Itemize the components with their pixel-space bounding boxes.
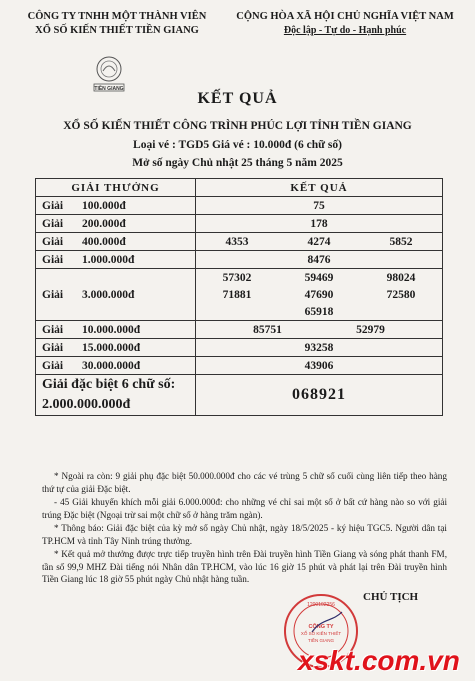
winning-number: 57302 (222, 271, 252, 284)
prize-amount: 400.000đ (82, 235, 126, 248)
prize-amount: 15.000.000đ (82, 341, 141, 354)
note-consolation: * Ngoài ra còn: 9 giải phụ đặc biệt 50.000.000đ cho các vé trùng 5 chữ số cuối cùng liên tiếp theo hàng thứ tự của giải Đặc biệt. (42, 471, 447, 494)
prize-label: Giải (42, 235, 64, 248)
prize-row-3 (36, 321, 443, 339)
prize-amount: 200.000đ (82, 217, 126, 230)
svg-text:XỔ SỐ KIẾN THIẾT: XỔ SỐ KIẾN THIẾT (300, 631, 342, 636)
prize-amount: 100.000đ (82, 199, 126, 212)
notes-section (42, 470, 447, 587)
table-header-row (36, 179, 443, 197)
note-broadcast: * Kết quả mở thưởng được trực tiếp truyền hình trên Đài truyền hình Tiền Giang và sóng phát thanh FM, tần số 99,9 MHZ Đài tiếng nói Nhân dân TP.HCM, vào lúc 16 giờ 15 phút và phát lại trên Đài truyền hình Tiền Giang lúc 18 giờ 55 phút ngày Chủ nhật hàng tuần. (42, 549, 447, 584)
winning-number: 43906 (304, 359, 334, 372)
col-header-prize: GIẢI THƯỞNG (36, 179, 196, 197)
prize-row-2 (36, 339, 443, 357)
lottery-name: XỔ SỐ KIẾN THIẾT CÔNG TRÌNH PHÚC LỢI TỈNH TIỀN GIANG (63, 120, 412, 132)
col-header-result: KẾT QUẢ (196, 179, 443, 197)
winning-number: 4274 (307, 235, 331, 248)
note-encouragement: - 45 Giải khuyến khích mỗi giải 6.000.000đ: cho những vé chỉ sai một số ở bất cứ hàng nào so với giải trúng Đặc biệt (Ngoại trừ sai một chữ số ở hàng trăm ngàn). (42, 497, 447, 520)
special-prize-label: Giải đặc biệt 6 chữ số: (42, 377, 176, 392)
winning-number: 72580 (386, 288, 416, 301)
country-header (220, 10, 470, 38)
special-prize-row (36, 375, 443, 416)
prize-label: Giải (42, 359, 64, 372)
draw-date: Mở số ngày Chủ nhật 25 tháng 5 năm 2025 (132, 157, 343, 169)
prize-label: Giải (42, 341, 64, 354)
company-header (22, 10, 212, 38)
prize-row-7 (36, 215, 443, 233)
prize-row-6 (36, 233, 443, 251)
winning-number: 47690 (304, 288, 334, 301)
winning-number: 52979 (356, 323, 385, 336)
winning-number: 85751 (253, 323, 282, 336)
prize-label: Giải (42, 323, 64, 336)
prize-label: Giải (42, 199, 64, 212)
prize-label: Giải (42, 253, 64, 266)
note-announcement: * Thông báo: Giải đặc biệt của kỳ mở số ngày Chủ nhật, ngày 18/5/2025 - ký hiệu TGC5. Người dân tại TP.HCM và tỉnh Tây Ninh trúng thưởng. (42, 523, 447, 546)
prize-label: Giải (42, 217, 64, 230)
winning-number: 98024 (386, 271, 416, 284)
winning-number: 59469 (304, 271, 334, 284)
company-name-line1: CÔNG TY TNHH MỘT THÀNH VIÊN (27, 11, 207, 22)
prize-amount: 30.000.000đ (82, 359, 141, 372)
svg-text:1200102256: 1200102256 (307, 602, 335, 608)
prize-amount: 1.000.000đ (82, 253, 135, 266)
winning-number: 65918 (304, 305, 334, 318)
winning-number: 178 (310, 217, 328, 230)
winning-number: 8476 (307, 253, 331, 266)
prize-row-8 (36, 197, 443, 215)
winning-number: 4353 (225, 235, 249, 248)
prize-row-4 (36, 269, 443, 287)
prize-amount: 3.000.000đ (82, 288, 135, 301)
prize-row-1 (36, 357, 443, 375)
winning-number: 5852 (389, 235, 413, 248)
signature-title: CHỦ TỊCH (363, 591, 419, 603)
svg-text:TIỀN GIANG: TIỀN GIANG (307, 638, 335, 643)
results-table (35, 178, 443, 416)
watermark: xskt.com.vn (298, 645, 460, 676)
svg-text:TIỀN GIANG: TIỀN GIANG (94, 86, 124, 92)
prize-amount: 10.000.000đ (82, 323, 141, 336)
prize-row-5 (36, 251, 443, 269)
national-motto: Độc lập - Tự do - Hạnh phúc (283, 25, 407, 36)
ticket-info: Loại vé : TGD5 Giá vé : 10.000đ (6 chữ số) (133, 139, 342, 151)
page-title: KẾT QUẢ (197, 90, 278, 107)
company-logo-icon (92, 55, 126, 93)
special-winning-number: 068921 (292, 386, 346, 403)
prize-label: Giải (42, 288, 64, 301)
special-prize-amount: 2.000.000.000đ (42, 397, 131, 412)
svg-text:CÔNG TY: CÔNG TY (308, 624, 334, 630)
company-name-line2: XỔ SỐ KIẾN THIẾT TIỀN GIANG (35, 25, 199, 36)
winning-number: 75 (313, 199, 325, 212)
winning-number: 71881 (222, 288, 252, 301)
winning-number: 93258 (304, 341, 334, 354)
country-name: CỘNG HÒA XÃ HỘI CHỦ NGHĨA VIỆT NAM (236, 11, 454, 22)
